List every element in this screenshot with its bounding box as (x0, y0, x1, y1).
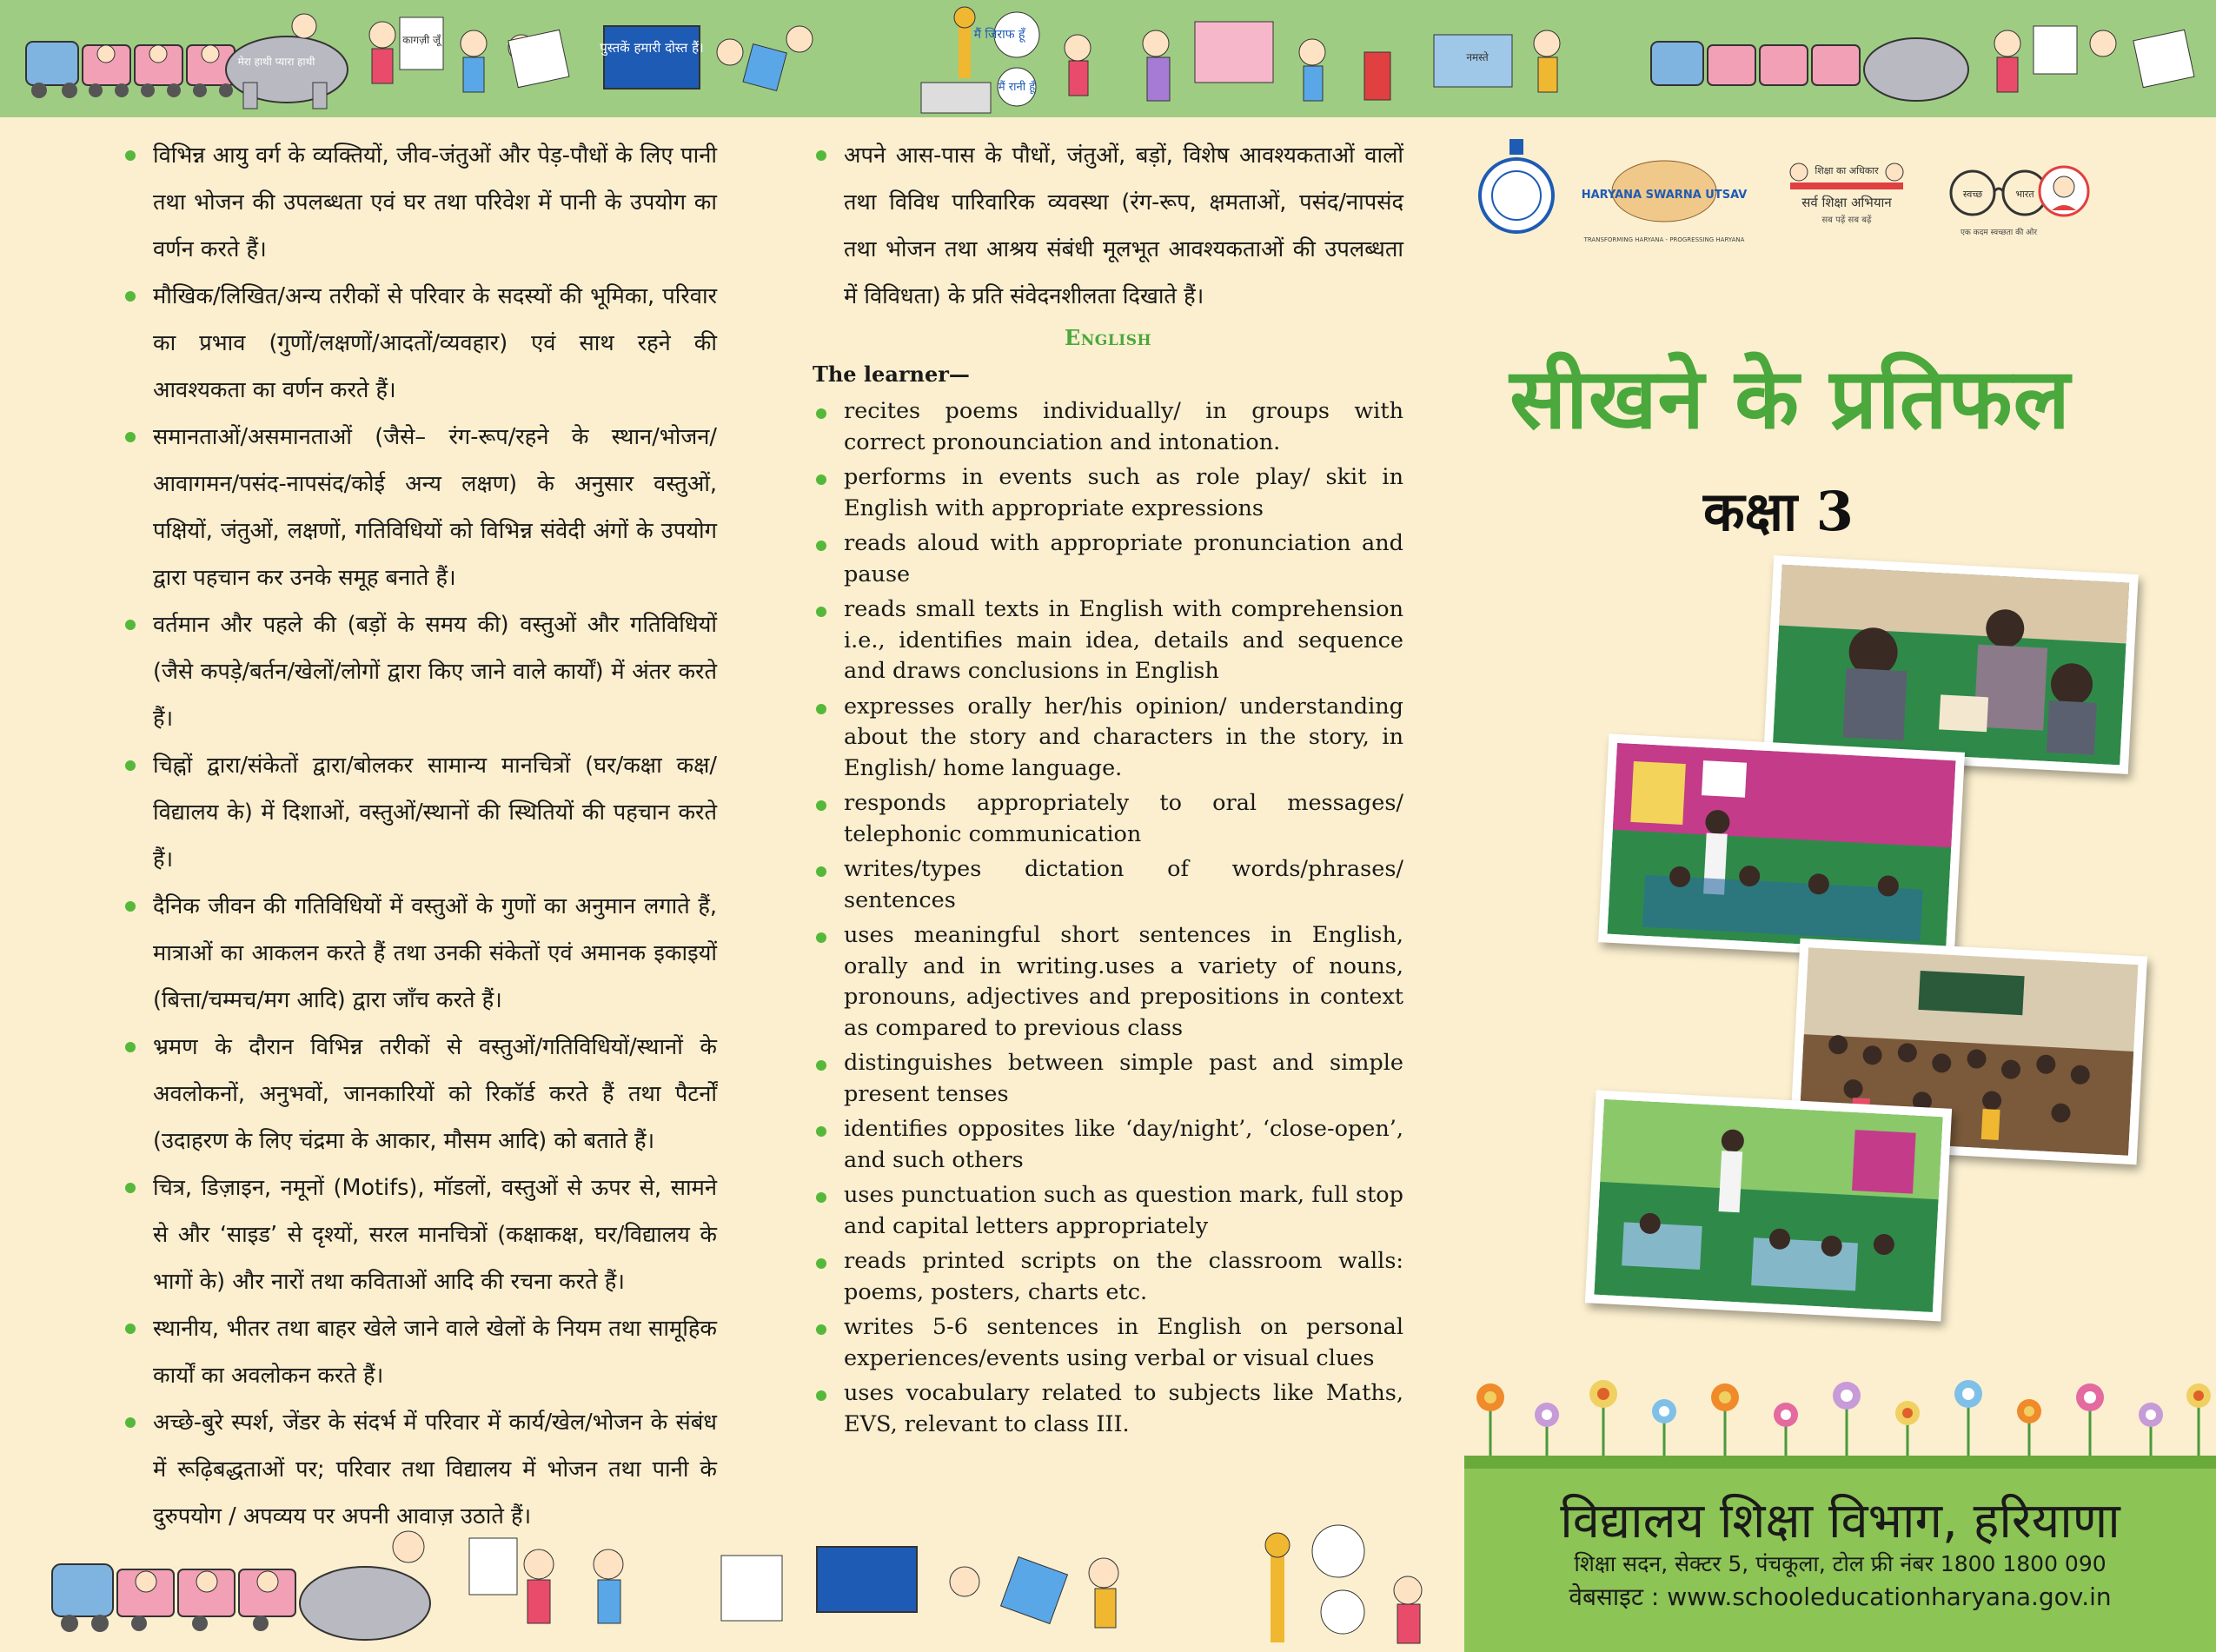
outcomes-list-english (813, 396, 1403, 1440)
swachh-bharat-logo (1951, 171, 2047, 237)
list-item: वर्तमान और पहले की (बड़ों के समय की) वस्तुओं और गतिविधियों (जैसे कपड़े/बर्तन/खेलों/लोगों द्वारा किए जाने वाले कार्यों) में अंतर करते हैं। (122, 601, 717, 742)
list-item: writes 5-6 sentences in English on personal experiences/events using verbal or visual clues (813, 1312, 1403, 1374)
list-item: चिह्नों द्वारा/संकेतों द्वारा/बोलकर सामान्य मानचित्रों (घर/कक्षा कक्ष/विद्यालय के) में दिशाओं, वस्तुओं/स्थानों की स्थितियों की पहचान करते हैं। (122, 742, 717, 883)
list-item: मौखिक/लिखित/अन्य तरीकों से परिवार के सदस्यों की भूमिका, परिवार का प्रभाव (गुणों/लक्षणों/आदतों/व्यवहार) एवं साथ रहने की आवश्यकता का वर्णन करते हैं। (122, 273, 717, 414)
list-item: दैनिक जीवन की गतिविधियों में वस्तुओं के गुणों का अनुमान लगाते हैं, मात्राओं का आकलन करते हैं तथा उनकी संकेतों एवं अमानक इकाइयों (बित्ता/चम्मच/मग आदि) द्वारा जाँच करते हैं। (122, 883, 717, 1024)
list-item: expresses orally her/his opinion/ understanding about the story and characters in the story, in English/ home language. (813, 692, 1403, 785)
list-item: अपने आस-पास के पौधों, जंतुओं, बड़ों, विशेष आवश्यकताओं वालों तथा विविध पारिवारिक व्यवस्था (रंग-रूप, क्षमताओं, पसंद/नापसंद तथा भोजन तथा आश्रय संबंधी मूलभूत आवश्यकताओं की उपलब्धता में विविधता) के प्रति संवेदनशीलता दिखाते हैं। (813, 132, 1403, 320)
class-label: कक्षा 3 (1703, 480, 1854, 543)
swachh-right-text: भारत (2015, 189, 2034, 200)
haryana-govt-emblem-icon (1480, 139, 1553, 232)
haryana-logo-caption: HARYANA SWARNA UTSAV (1581, 189, 1748, 202)
list-item: स्थानीय, भीतर तथा बाहर खेले जाने वाले खेलों के नियम तथा सामूहिक कार्यों का अवलोकन करते हैं। (122, 1305, 717, 1399)
list-item: चित्र, डिज़ाइन, नमूनों (Motifs), मॉडलों, वस्तुओं से ऊपर से, सामने से और ‘साइड’ से दृश्यों, सरल मानचित्रों (कक्षाकक्ष, घर/विद्यालय के भागों के) और नारों तथा कविताओं आदि की रचना करते हैं। (122, 1164, 717, 1305)
list-item: writes/types dictation of words/phrases/ sentences (813, 854, 1403, 916)
logos-strip (1464, 139, 2090, 252)
ssa-name-text: सर्व शिक्षा अभियान (1801, 195, 1892, 210)
list-item: uses meaningful short sentences in English, orally and in writing.uses a variety of nouns, pronouns, adjectives and prepositions in context as compared to previous class (813, 920, 1403, 1044)
ssa-top-text: शिक्षा का अधिकार (1815, 165, 1879, 176)
list-item: भ्रमण के दौरान विभिन्न तरीकों से वस्तुओं/गतिविधियों/स्थानों के अवलोकनों, अनुभवों, जानकारियों को रिकॉर्ड करते हैं तथा पैटर्नों (उदाहरण के लिए चंद्रमा के आकार, मौसम आदि) को बताते हैं। (122, 1024, 717, 1164)
learner-label: The learner— (813, 362, 970, 387)
list-item: समानताओं/असमानताओं (जैसे– रंग-रूप/रहने के स्थान/भोजन/आवागमन/पसंद-नापसंद/कोई अन्य लक्षण) के अनुसार वस्तुओं, पक्षियों, जंतुओं, लक्षणों, गतिविधियों को विभिन्न संवेदी अंगों के उपयोग द्वारा पहचान कर उनके समूह बनाते हैं। (122, 414, 717, 601)
department-website: वेबसाइट : www.schooleducationharyana.gov.in (1569, 1582, 2112, 1611)
column-1-hindi-outcomes (122, 132, 717, 1540)
list-item: reads printed scripts on the classroom walls: poems, posters, charts etc. (813, 1246, 1403, 1308)
list-item: reads aloud with appropriate pronunciation and pause (813, 528, 1403, 590)
outcomes-list-col1 (122, 132, 717, 1540)
classroom-photo-4-image (1594, 1099, 1942, 1312)
list-item: recites poems individually/ in groups with correct pronounciation and intonation. (813, 396, 1403, 458)
list-item: uses punctuation such as question mark, full stop and capital letters appropriately (813, 1180, 1403, 1242)
list-item: reads small texts in English with comprehension i.e., identifies main idea, details and sequence and draws conclusions in English (813, 594, 1403, 687)
header-illustration-band (0, 0, 2216, 117)
list-item: distinguishes between simple past and simple present tenses (813, 1048, 1403, 1110)
column-2-english-outcomes (813, 396, 1403, 1444)
train-doodle-right (1651, 26, 2194, 101)
footer-illustration-band (0, 1512, 1460, 1652)
signboard-doodle (604, 26, 700, 89)
beti-bachao-logo (2040, 167, 2088, 216)
logos-svg (1464, 139, 2090, 252)
department-name: विद्यालय शिक्षा विभाग, हरियाणा (1560, 1493, 2120, 1549)
list-item: performs in events such as role play/ skit in English with appropriate expressions (813, 462, 1403, 524)
list-item: uses vocabulary related to subjects like Maths, EVS, relevant to class III. (813, 1378, 1403, 1440)
classroom-photo-4 (1585, 1090, 1952, 1321)
classroom-photo-1 (1763, 555, 2138, 774)
classroom-photo-1-image (1773, 565, 2129, 766)
haryana-swarna-utsav-logo (1582, 161, 1748, 243)
train-doodle-bottom (52, 1564, 295, 1632)
children-doodles (369, 17, 569, 92)
center-doodles (717, 7, 1560, 113)
column-2-hindi-outcomes (813, 132, 1403, 320)
bubble-5-text: कागज़ी जूँ (402, 34, 441, 46)
elephant-doodle-bottom (300, 1531, 430, 1640)
list-item: responds appropriately to oral messages/ telephonic communication (813, 788, 1403, 850)
sarva-shiksha-abhiyan-logo (1790, 163, 1903, 225)
ssa-tagline-text: सब पढ़ें सब बढ़ें (1821, 216, 1872, 225)
classroom-photo-2 (1598, 733, 1965, 960)
page-title: सीखने के प्रतिफल (1509, 350, 2071, 448)
doodle-illustrations (0, 0, 2216, 117)
train-doodle (26, 42, 235, 98)
bubble-1-text: पुस्तकें हमारी दोस्त हैं। (600, 40, 704, 56)
outcomes-list-col2-hindi (813, 132, 1403, 320)
bubble-4-text: मेरा हाथी प्यारा हाथी (237, 56, 315, 68)
children-doodles-bottom (469, 1525, 1422, 1643)
classroom-photo-2-image (1608, 743, 1956, 952)
english-section-heading: English (1064, 325, 1152, 350)
swachh-tagline-text: एक कदम स्वच्छता की ओर (1960, 229, 2038, 237)
bubble-6-text: नमस्ते (1466, 51, 1489, 63)
haryana-logo-tagline: TRANSFORMING HARYANA - PROGRESSING HARYANA (1583, 236, 1745, 243)
list-item: विभिन्न आयु वर्ग के व्यक्तियों, जीव-जंतुओं और पेड़-पौधों के लिए पानी तथा भोजन की उपलब्धता एवं घर तथा परिवेश में पानी के उपयोग का वर्णन करते हैं। (122, 132, 717, 273)
bubble-2-text: मैं जिराफ हूँ (973, 28, 1025, 42)
swachh-left-text: स्वच्छ (1962, 189, 1983, 200)
doodle-illustrations-bottom (0, 1512, 1460, 1652)
department-address: शिक्षा सदन, सेक्टर 5, पंचकूला, टोल फ्री नंबर 1800 1800 090 (1574, 1551, 2107, 1576)
list-item: identifies opposites like ‘day/night’, ‘close-open’, and such others (813, 1114, 1403, 1176)
flowers-decoration (1464, 1373, 2216, 1469)
bubble-3-text: मैं रानी हूँ (998, 81, 1036, 94)
list-item: अच्छे-बुरे स्पर्श, जेंडर के संदर्भ में परिवार में कार्य/खेल/भोजन के संबंध में रूढ़िबद्धताओं पर; परिवार तथा विद्यालय में भोजन तथा पानी के दुरुपयोग / अपव्यय पर अपनी आवाज़ उठाते हैं। (122, 1399, 717, 1540)
